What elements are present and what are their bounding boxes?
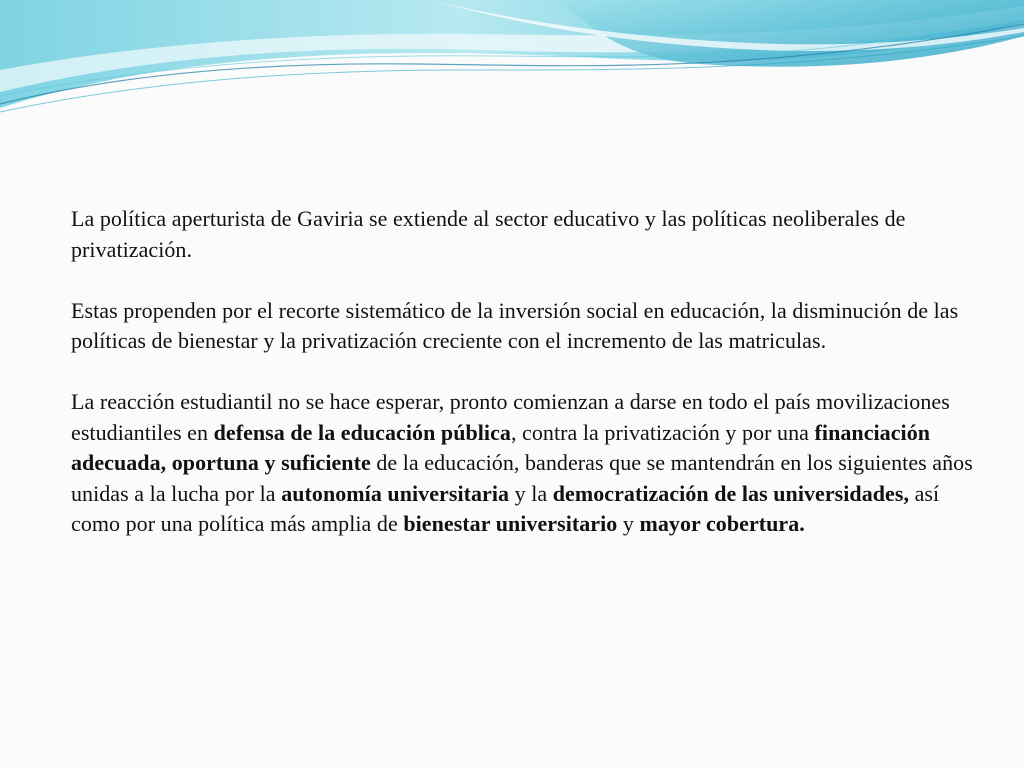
- paragraph-student-reaction: [71, 387, 976, 540]
- text-run: y: [617, 511, 640, 536]
- header-wave-decoration: [0, 0, 1024, 130]
- slide-body: [71, 204, 976, 540]
- paragraph-social-investment-cuts: Estas propenden por el recorte sistemático de la inversión social en educación, la disminución de las políticas de bienestar y la privatización creciente con el incremento de las matriculas.: [71, 297, 959, 353]
- text-run: La reacción estudiantil no se hace esperar, pronto comienzan a darse en todo el país movilizaciones estudiantiles en: [71, 389, 950, 445]
- text-run: , contra la privatización y por una: [510, 419, 815, 445]
- emphasis-university-welfare: bienestar universitario: [403, 511, 618, 536]
- emphasis-democratization: democratización de las universidades,: [552, 480, 910, 506]
- emphasis-university-autonomy: autonomía universitaria: [281, 480, 510, 506]
- text-run: y la: [509, 480, 553, 506]
- text-run: así como por una política más amplia de: [71, 480, 940, 536]
- emphasis-adequate-funding: financiación adecuada, oportuna y suficiente: [71, 419, 931, 475]
- emphasis-public-education: defensa de la educación pública: [213, 419, 511, 445]
- paragraph-gaviria-policy: La política aperturista de Gaviria se extiende al sector educativo y las políticas neoliberales de privatización.: [71, 206, 906, 262]
- emphasis-greater-coverage: mayor cobertura.: [639, 511, 805, 536]
- text-run: de la educación, banderas que se mantendrán en los siguientes años unidas a la lucha por la: [71, 450, 973, 506]
